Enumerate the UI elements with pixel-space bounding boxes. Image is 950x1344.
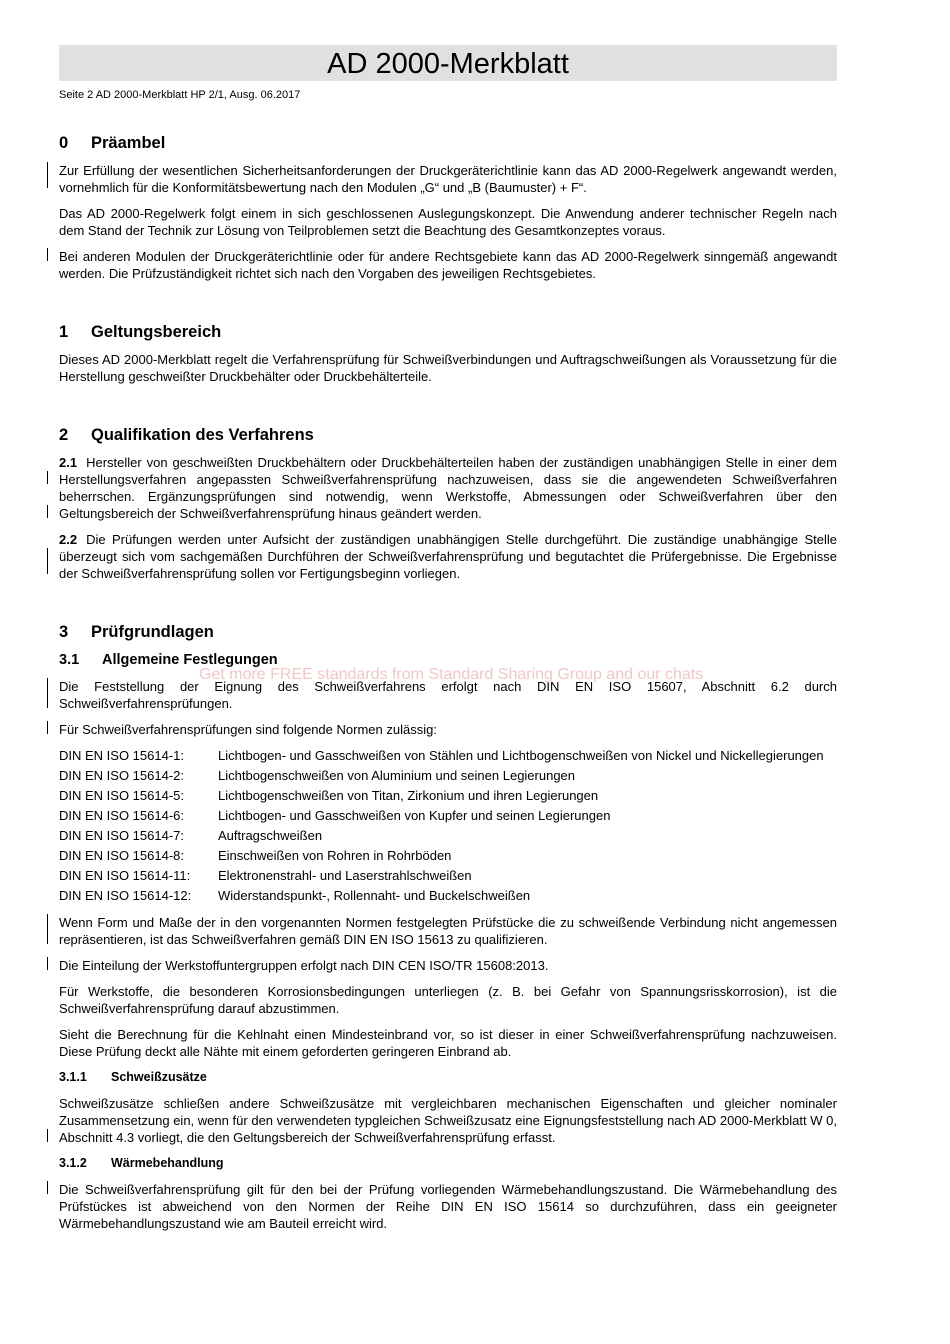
- norm-description: Einschweißen von Rohren in Rohrböden: [218, 848, 452, 863]
- norm-code: DIN EN ISO 15614-12:: [59, 888, 192, 903]
- paragraph: [59, 1095, 837, 1146]
- norm-description: Elektronenstrahl- und Laserstrahlschweißen: [218, 868, 472, 883]
- section-number: 3: [59, 623, 69, 641]
- change-bar: [47, 721, 48, 734]
- norm-description: Lichtbogen- und Gasschweißen von Kupfer und seinen Legierungen: [218, 808, 611, 823]
- section-1-heading: [59, 322, 837, 342]
- paragraph: [59, 914, 837, 948]
- page-title: AD 2000-Merkblatt: [59, 45, 837, 81]
- change-bar: [47, 1181, 48, 1194]
- paragraph: [59, 1181, 837, 1232]
- change-bar: [47, 1129, 48, 1142]
- paragraph-text: Die Feststellung der Eignung des Schweißverfahrens erfolgt nach DIN EN ISO 15607, Abschnitt 6.2 durch Schweißverfahrensprüfungen.: [59, 679, 837, 711]
- paragraph: [59, 721, 837, 738]
- section-title: Prüfgrundlagen: [91, 623, 214, 641]
- change-bar: [47, 248, 48, 261]
- norm-description: Widerstandspunkt-, Rollennaht- und Buckelschweißen: [218, 888, 531, 903]
- paragraph-text: Für Werkstoffe, die besonderen Korrosionsbedingungen unterliegen (z. B. bei Gefahr von Spannungsrisskorrosion), ist die Schweißverfahrensprüfung darauf abzustimmen.: [59, 984, 837, 1016]
- norm-code: DIN EN ISO 15614-2:: [59, 768, 184, 783]
- norm-code: DIN EN ISO 15614-1:: [59, 748, 184, 763]
- norm-description: Lichtbogen- und Gasschweißen von Stählen und Lichtbogenschweißen von Nickel und Nickellegierungen: [218, 748, 824, 763]
- paragraph-text: Hersteller von geschweißten Druckbehältern oder Druckbehälterteilen haben der zuständigen unabhängigen Stelle in einer dem Herstellungsverfahren angepassten Schweißverfahrensprüfung nachzuweisen, dass sie die angewendeten Schweißverfahren beherrschen. Ergänzungsprüfungen sind notwendig, wenn Werkstoffe, Abmessungen oder Schweißverfahren über den Geltungsbereich der Schweißverfahrensprüfung hinaus geändert werden.: [59, 455, 837, 521]
- section-title: Qualifikation des Verfahrens: [91, 426, 314, 444]
- section-number: 0: [59, 134, 69, 152]
- paragraph-text: Bei anderen Modulen der Druckgeräterichtlinie oder für andere Rechtsgebiete kann das AD 2000-Regelwerk sinngemäß angewandt werden. Die Prüfzuständigkeit richtet sich nach den Vorgaben des jeweiligen Rechtsgebietes.: [59, 249, 837, 281]
- section-number: 3.1: [59, 652, 80, 668]
- section-title: Allgemeine Festlegungen: [102, 652, 278, 668]
- paragraph: [59, 248, 837, 282]
- change-bar: [47, 678, 48, 708]
- watermark: Get more FREE standards from Standard Sharing Group and our chats: [199, 666, 704, 683]
- norm-code: DIN EN ISO 15614-6:: [59, 808, 184, 823]
- change-bar: [47, 914, 48, 944]
- change-bar: [47, 548, 48, 574]
- paragraph-number: 2.1: [59, 455, 78, 470]
- subsection-3-1-2-heading: [59, 1155, 837, 1171]
- paragraph-text: Schweißzusätze schließen andere Schweißzusätze mit vergleichbaren mechanischen Eigenschaften und gleicher nominaler Zusammensetzung ein, wenn für den verwendeten typgleichen Schweißzusatz eine Eignungsfeststellung nach AD 2000-Merkblatt W 0, Abschnitt 4.3 vorliegt, die den Geltungsbereich der Schweißverfahrensprüfung erfasst.: [59, 1096, 837, 1145]
- change-bar: [47, 162, 48, 188]
- paragraph: [59, 1026, 837, 1060]
- header-info: Seite 2 AD 2000-Merkblatt HP 2/1, Ausg. 06.2017: [59, 89, 301, 101]
- paragraph: [59, 162, 837, 196]
- norm-row: [59, 767, 837, 784]
- section-number: 3.1.2: [59, 1156, 87, 1170]
- paragraph-text: Die Einteilung der Werkstoffuntergruppen erfolgt nach DIN CEN ISO/TR 15608:2013.: [59, 958, 549, 973]
- norm-description: Auftragschweißen: [218, 828, 323, 843]
- paragraph: [59, 957, 837, 974]
- norm-row: [59, 827, 837, 844]
- norm-list: [59, 747, 837, 904]
- norm-row: [59, 807, 837, 824]
- paragraph-text: Dieses AD 2000-Merkblatt regelt die Verfahrensprüfung für Schweißverbindungen und Auftragschweißungen als Voraussetzung für die Herstellung geschweißter Druckbehälter oder Druckbehälterteile.: [59, 352, 837, 384]
- norm-code: DIN EN ISO 15614-5:: [59, 788, 184, 803]
- paragraph: [59, 531, 837, 582]
- norm-code: DIN EN ISO 15614-8:: [59, 848, 184, 863]
- norm-description: Lichtbogenschweißen von Aluminium und seinen Legierungen: [218, 768, 576, 783]
- section-3-heading: [59, 622, 837, 642]
- paragraph: [59, 351, 837, 385]
- norm-code: DIN EN ISO 15614-7:: [59, 828, 184, 843]
- norm-row: [59, 867, 837, 884]
- section-title: Geltungsbereich: [91, 323, 222, 341]
- paragraph: [59, 454, 837, 522]
- section-2-heading: [59, 425, 837, 445]
- change-bar: [47, 471, 48, 484]
- norm-row: [59, 847, 837, 864]
- change-bar: [47, 957, 48, 970]
- norm-row: [59, 887, 837, 904]
- section-title: Präambel: [91, 134, 166, 152]
- section-0-heading: [59, 133, 837, 153]
- norm-row: [59, 787, 837, 804]
- paragraph-text: Die Prüfungen werden unter Aufsicht der zuständigen unabhängigen Stelle durchgeführt. Die zuständige unabhängige Stelle überzeugt sich vom sachgemäßen Durchführen der Schweißverfahrensprüfung und begutachtet die Prüfergebnisse. Die Ergebnisse der Schweißverfahrensprüfung sollen vor Fertigungsbeginn vorliegen.: [59, 532, 837, 581]
- norm-code: DIN EN ISO 15614-11:: [59, 868, 191, 883]
- section-number: 3.1.1: [59, 1070, 87, 1084]
- paragraph-text: Zur Erfüllung der wesentlichen Sicherheitsanforderungen der Druckgeräterichtlinie kann das AD 2000-Regelwerk angewandt werden, vornehmlich für die Konformitätsbewertung nach den Modulen „G“ und „B (Baumuster) + F“.: [59, 163, 837, 195]
- paragraph: [59, 205, 837, 239]
- section-number: 2: [59, 426, 69, 444]
- change-bar: [47, 505, 48, 518]
- paragraph-text: Die Schweißverfahrensprüfung gilt für den bei der Prüfung vorliegenden Wärmebehandlungszustand. Die Wärmebehandlung des Prüfstückes ist abweichend von den Normen der Reihe DIN EN ISO 15614 so durchzuführen, dass ein geeigneter Wärmebehandlungszustand wie am Bauteil erreicht wird.: [59, 1182, 837, 1231]
- section-title: Schweißzusätze: [111, 1070, 207, 1084]
- paragraph-text: Sieht die Berechnung für die Kehlnaht einen Mindesteinbrand vor, so ist dieser in einer Schweißverfahrensprüfung nachzuweisen. Diese Prüfung deckt alle Nähte mit einem geforderten geringeren Einbrand ab.: [59, 1027, 837, 1059]
- section-title: Wärmebehandlung: [111, 1156, 224, 1170]
- norm-description: Lichtbogenschweißen von Titan, Zirkonium und ihren Legierungen: [218, 788, 599, 803]
- paragraph-number: 2.2: [59, 532, 78, 547]
- paragraph-text: Das AD 2000-Regelwerk folgt einem in sich geschlossenen Auslegungskonzept. Die Anwendung anderer technischer Regeln nach dem Stand der Technik zur Lösung von Teilproblemen setzt die Beachtung des Gesamtkonzeptes voraus.: [59, 206, 837, 238]
- paragraph: [59, 983, 837, 1017]
- section-number: 1: [59, 323, 69, 341]
- paragraph-text: Für Schweißverfahrensprüfungen sind folgende Normen zulässig:: [59, 722, 437, 737]
- paragraph-text: Wenn Form und Maße der in den vorgenannten Normen festgelegten Prüfstücke die zu schweißende Verbindung nicht angemessen repräsentieren, ist das Schweißverfahren gemäß DIN EN ISO 15613 zu qualifizieren.: [59, 915, 837, 947]
- subsection-3-1-1-heading: [59, 1069, 837, 1085]
- norm-row: [59, 747, 837, 764]
